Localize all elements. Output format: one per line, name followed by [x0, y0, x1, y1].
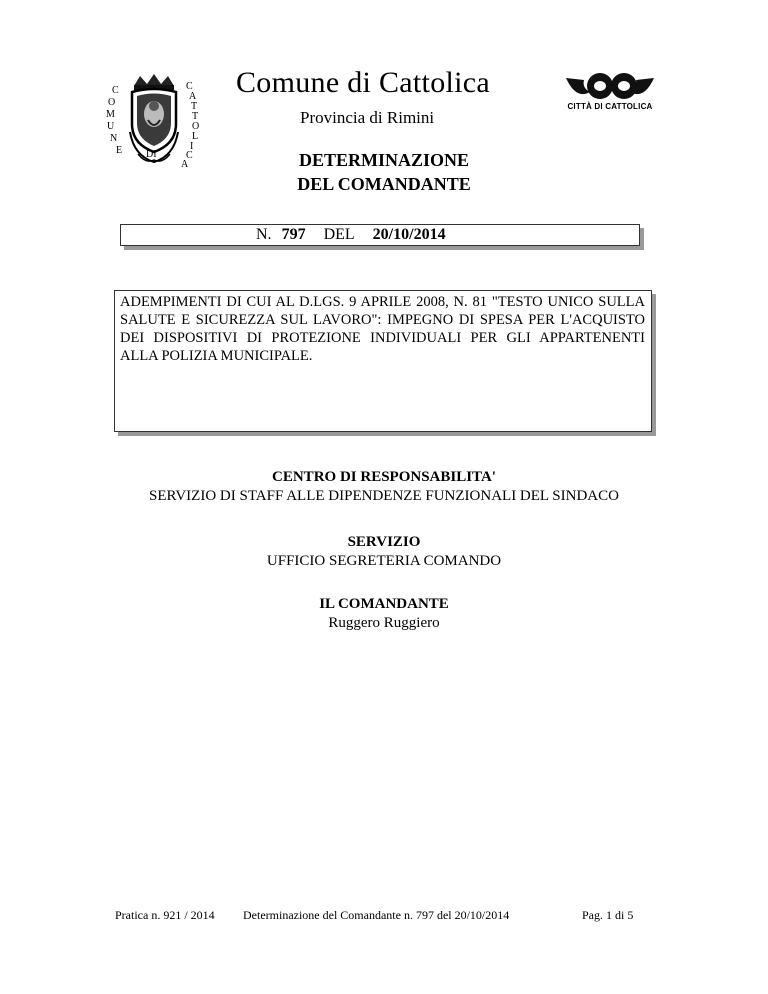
crest-letter: I: [190, 141, 194, 152]
crest-letter: O: [108, 97, 116, 108]
page-subtitle: Provincia di Rimini: [300, 108, 435, 127]
document-number: 797: [281, 226, 306, 243]
crest-letter: L: [192, 131, 199, 142]
crest-letter: M: [106, 109, 115, 120]
service-section: [0, 533, 768, 571]
date-label: DEL: [323, 226, 355, 243]
responsibility-center: [0, 468, 768, 506]
crest-letter: C: [186, 150, 193, 161]
crest-letter: C: [186, 81, 193, 92]
crest-letter: U: [107, 121, 115, 132]
service-value: UFFICIO SEGRETERIA COMANDO: [266, 553, 502, 569]
crest-letter: C: [112, 85, 119, 96]
commander-heading: IL COMANDANTE: [319, 596, 449, 612]
footer-document-ref: Determinazione del Comandante n. 797 del 20/10/2014: [243, 908, 510, 922]
footer-pratica: Pratica n. 921 / 2014: [115, 908, 215, 922]
document-subject: ADEMPIMENTI DI CUI AL D.LGS. 9 APRILE 2008, N. 81 "TESTO UNICO SULLA SALUTE E SICUREZZA SUL LAVORO": IMPEGNO DI SPESA PER L'ACQUISTO DEI DISPOSITIVI DI PROTEZIONE INDIVIDUALI PER GLI APPARTENENTI ALLA POLIZIA MUNICIPALE.: [120, 294, 645, 364]
service-heading: SERVIZIO: [347, 534, 421, 550]
brand-eyes-icon: [562, 70, 658, 104]
responsibility-center-heading: CENTRO DI RESPONSABILITA': [272, 469, 496, 485]
crest-letter: T: [192, 111, 199, 122]
subject-box: [114, 290, 652, 432]
footer-page-number: Pag. 1 di 5: [582, 908, 634, 922]
responsibility-center-value: SERVIZIO DI STAFF ALLE DIPENDENZE FUNZIONALI DEL SINDACO: [149, 488, 619, 504]
page-title: Comune di Cattolica: [236, 66, 490, 99]
document-number-line: [256, 226, 446, 244]
document-type-line-1: DETERMINAZIONE: [298, 150, 470, 170]
document-date: 20/10/2014: [372, 226, 446, 243]
crest-letter: A: [181, 159, 189, 170]
document-type: [0, 145, 768, 196]
city-brand-logo: [562, 70, 658, 104]
crest-letter: T: [191, 101, 198, 112]
crest-letter: DI: [146, 149, 157, 160]
document-number-box: [120, 224, 640, 246]
commander-name: Ruggero Ruggiero: [328, 615, 440, 631]
number-label: N.: [256, 226, 272, 243]
crest-letter: A: [189, 91, 197, 102]
crest-letter: N: [110, 133, 118, 144]
commander-section: [0, 595, 768, 633]
crest-letter: E: [116, 145, 123, 156]
document-type-line-2: DEL COMANDANTE: [297, 174, 471, 194]
brand-caption: CITTÀ DI CATTOLICA: [567, 102, 653, 111]
crest-letter: O: [192, 121, 200, 132]
